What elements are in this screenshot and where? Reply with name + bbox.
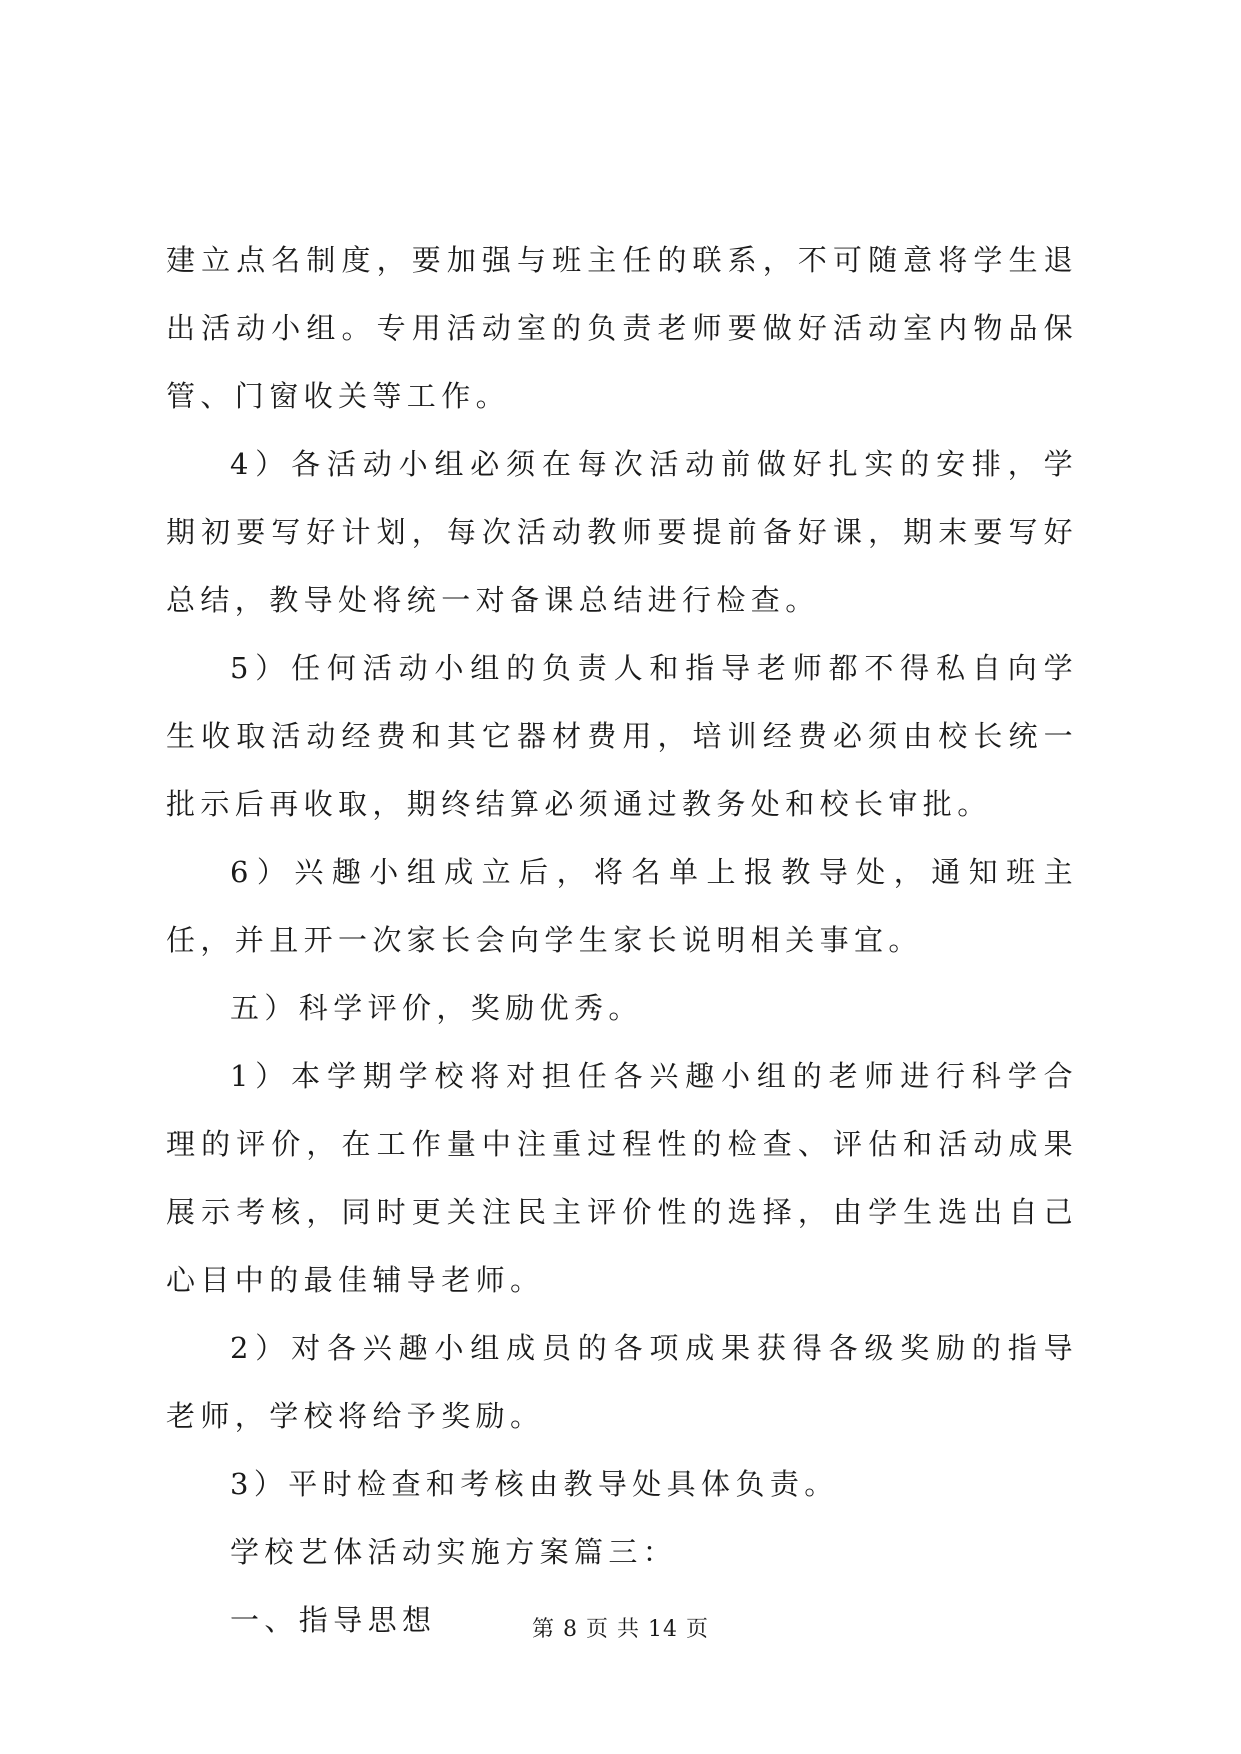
paragraph-item-4: 4）各活动小组必须在每次活动前做好扎实的安排，学期初要写好计划，每次活动教师要提前备好课，期末要写好总结，教导处将统一对备课总结进行检查。 xyxy=(166,447,1078,617)
page-number-footer: 第 8 页 共 14 页 xyxy=(532,1617,709,1642)
section-title-part-three: 学校艺体活动实施方案篇三： xyxy=(230,1535,678,1569)
paragraph-item-6: 6）兴趣小组成立后，将名单上报教导处，通知班主任，并且开一次家长会向学生家长说明相关事宜。 xyxy=(166,855,1078,957)
paragraph-eval-1: 1）本学期学校将对担任各兴趣小组的老师进行科学合理的评价，在工作量中注重过程性的检查、评估和活动成果展示考核，同时更关注民主评价性的选择，由学生选出自己心目中的最佳辅导老师。 xyxy=(166,1059,1078,1297)
paragraph-item-5: 5）任何活动小组的负责人和指导老师都不得私自向学生收取活动经费和其它器材费用，培训经费必须由校长统一批示后再收取，期终结算必须通过教务处和校长审批。 xyxy=(166,651,1078,821)
paragraph-continuation: 建立点名制度，要加强与班主任的联系，不可随意将学生退出活动小组。专用活动室的负责老师要做好活动室内物品保管、门窗收关等工作。 xyxy=(166,243,1078,413)
section-heading-guiding-thought: 一、指导思想 xyxy=(230,1603,437,1637)
section-heading-evaluation: 五）科学评价，奖励优秀。 xyxy=(230,991,643,1025)
paragraph-eval-3: 3）平时检查和考核由教导处具体负责。 xyxy=(230,1467,839,1501)
document-body xyxy=(166,226,1078,1654)
paragraph-eval-2: 2）对各兴趣小组成员的各项成果获得各级奖励的指导老师，学校将给予奖励。 xyxy=(166,1331,1078,1433)
